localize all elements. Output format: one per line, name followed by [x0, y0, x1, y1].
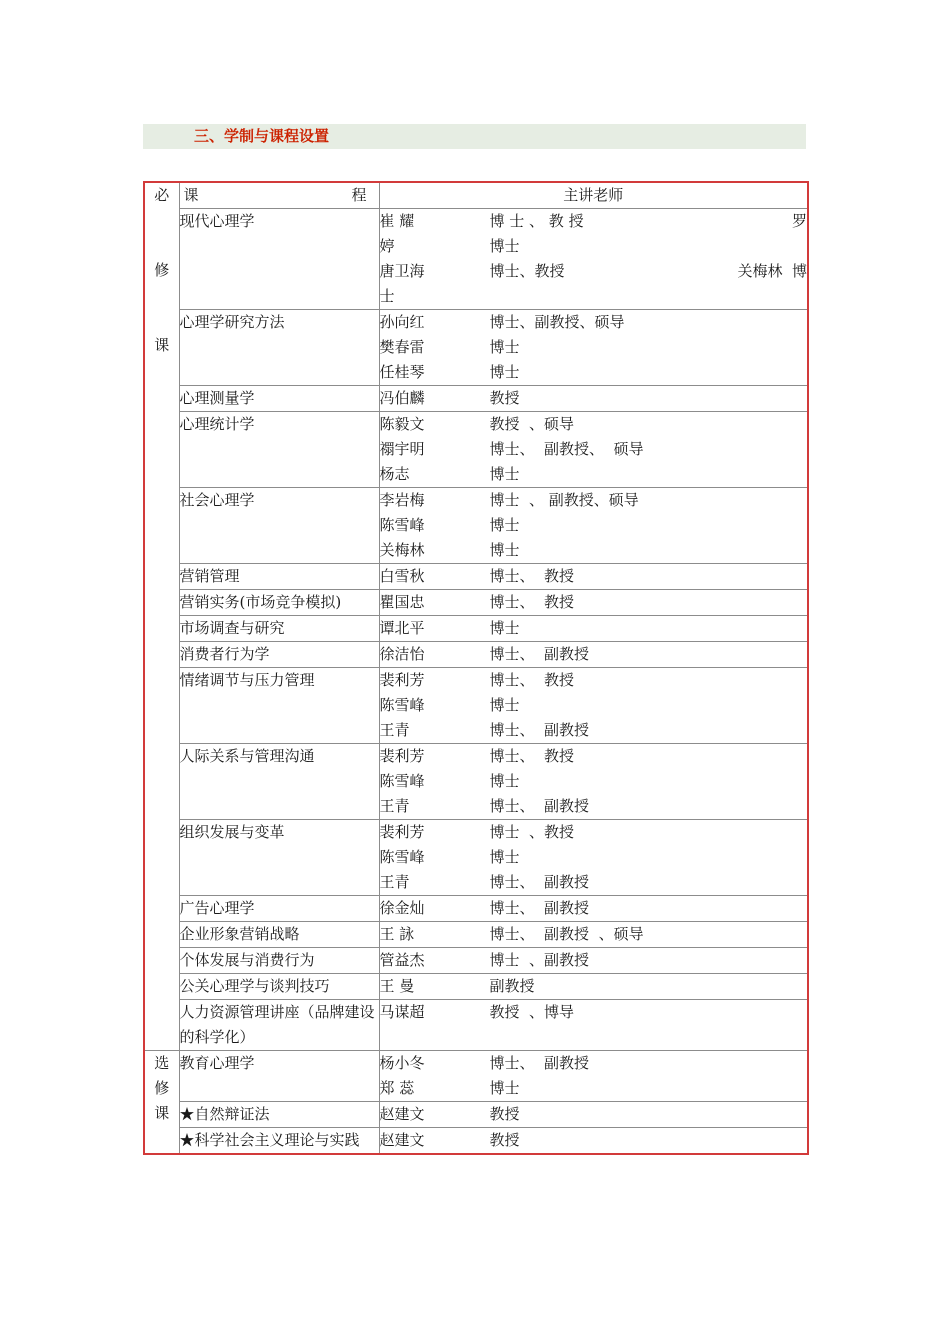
- header-teacher-cell: [379, 182, 808, 209]
- table-row: [144, 1128, 808, 1155]
- teacher-title: 博士: [489, 541, 520, 559]
- teacher-title: 博士、 教授: [489, 671, 575, 689]
- teacher-title: 博士: [489, 338, 520, 356]
- teacher-title: 博士、 教授: [489, 593, 575, 611]
- teacher-name: 管益杰: [379, 951, 425, 969]
- table-row: [144, 616, 808, 642]
- course-name: 心理学研究方法: [179, 313, 285, 331]
- teacher-extra: 关梅林 博: [737, 262, 807, 280]
- course-name-cell: [179, 820, 379, 896]
- teacher-title: 博士、 副教授: [489, 797, 590, 815]
- section-header-bar: [143, 124, 806, 149]
- teacher-name: 杨小冬: [379, 1054, 425, 1072]
- teacher-name: 冯伯麟: [379, 389, 425, 407]
- teacher-title: 博士: [489, 1079, 520, 1097]
- course-name: 个体发展与消费行为: [179, 951, 315, 969]
- teacher-title: 副教授: [489, 977, 535, 995]
- table-row: [144, 1102, 808, 1128]
- teachers-cell: [379, 1128, 808, 1155]
- teachers-cell: [379, 896, 808, 922]
- teacher-line: [380, 820, 808, 845]
- teacher-line: [380, 259, 808, 284]
- teacher-name: 婷: [379, 237, 395, 255]
- course-name-cell: [179, 948, 379, 974]
- course-name: 企业形象营销战略: [179, 925, 300, 943]
- teacher-title: 博 士 、 教 授: [489, 212, 584, 230]
- teacher-name: 孙向红: [379, 313, 425, 331]
- course-name-cell: [179, 590, 379, 616]
- teacher-title: 教授: [489, 1131, 520, 1149]
- course-name-cell: [179, 642, 379, 668]
- teacher-title: 博士、 副教授: [489, 645, 590, 663]
- table-row: [144, 896, 808, 922]
- teacher-title: 博士、 教授: [489, 567, 575, 585]
- teacher-line: [380, 360, 808, 385]
- elective-label-char: 修: [154, 1079, 170, 1097]
- table-row: [144, 668, 808, 744]
- header-course-cell: [179, 182, 379, 209]
- course-name: 心理测量学: [179, 389, 255, 407]
- teacher-title: 博士 、 副教授、硕导: [489, 491, 639, 509]
- course-name-cell: [179, 1102, 379, 1128]
- elective-label-char: 课: [154, 1104, 170, 1122]
- teachers-cell: [379, 1000, 808, 1051]
- table-row: [144, 744, 808, 820]
- teacher-name: 赵建文: [379, 1131, 425, 1149]
- teachers-cell: [379, 310, 808, 386]
- teacher-line: [380, 538, 808, 563]
- teacher-name: 徐洁怡: [379, 645, 425, 663]
- header-course-char-1: 课: [183, 186, 199, 204]
- teacher-name: 瞿国忠: [379, 593, 425, 611]
- course-name: 广告心理学: [179, 899, 255, 917]
- required-label-char: 修: [154, 261, 170, 279]
- teacher-name: 李岩梅: [379, 491, 425, 509]
- teacher-title: 教授 、博导: [489, 1003, 575, 1021]
- required-label-char: 必: [154, 186, 170, 204]
- teacher-line: [380, 948, 808, 973]
- teacher-name: 王 曼: [379, 977, 415, 995]
- teacher-name: 王青: [379, 873, 410, 891]
- required-label-char: 课: [154, 336, 170, 354]
- teacher-name: 崔 耀: [379, 212, 415, 230]
- teacher-name: 陈雪峰: [379, 696, 425, 714]
- teacher-name: 关梅林: [379, 541, 425, 559]
- teacher-name: 马谋超: [379, 1003, 425, 1021]
- teacher-title: 博士: [489, 696, 520, 714]
- teacher-line: [380, 335, 808, 360]
- teacher-name: 王青: [379, 721, 410, 739]
- teacher-title: 博士: [489, 619, 520, 637]
- course-table: [143, 181, 809, 1155]
- teachers-cell: [379, 488, 808, 564]
- course-name: 消费者行为学: [179, 645, 270, 663]
- teachers-cell: [379, 974, 808, 1000]
- course-name: 人力资源管理讲座（品牌建设的科学化）: [179, 1003, 375, 1046]
- teacher-name: 白雪秋: [379, 567, 425, 585]
- table-row: [144, 412, 808, 488]
- teacher-title: 博士: [489, 516, 520, 534]
- course-name: 现代心理学: [179, 212, 255, 230]
- teacher-name: 任桂琴: [379, 363, 425, 381]
- teacher-line: [380, 564, 808, 589]
- course-name-cell: [179, 896, 379, 922]
- teacher-name: 谭北平: [379, 619, 425, 637]
- table-row: [144, 1051, 808, 1102]
- teacher-line: [380, 693, 808, 718]
- header-course-char-2: 程: [351, 186, 367, 204]
- teacher-line: [380, 209, 808, 234]
- teachers-cell: [379, 820, 808, 896]
- course-name-cell: [179, 616, 379, 642]
- elective-category-cell: [144, 1051, 179, 1155]
- teacher-title: [490, 284, 808, 309]
- teacher-line: [380, 284, 808, 309]
- teachers-cell: [379, 1102, 808, 1128]
- teacher-title: 博士、 副教授 、硕导: [489, 925, 644, 943]
- teacher-title: 博士: [489, 237, 520, 255]
- teacher-name: 王 詠: [379, 925, 415, 943]
- header-teacher-label: 主讲老师: [563, 186, 624, 204]
- teacher-line: [380, 718, 808, 743]
- course-name-cell: [179, 1000, 379, 1051]
- course-name: 情绪调节与压力管理: [179, 671, 315, 689]
- teacher-title: 博士: [489, 848, 520, 866]
- teachers-cell: [379, 590, 808, 616]
- teacher-line: [380, 794, 808, 819]
- teacher-name: 裴利芳: [379, 823, 425, 841]
- course-name: 心理统计学: [179, 415, 255, 433]
- course-name-cell: [179, 488, 379, 564]
- table-row: [144, 564, 808, 590]
- course-name: ★科学社会主义理论与实践: [179, 1131, 360, 1149]
- table-row: [144, 386, 808, 412]
- teacher-line: [380, 234, 808, 259]
- teacher-line: [380, 462, 808, 487]
- teacher-name: 王青: [379, 797, 410, 815]
- teacher-line: [380, 616, 808, 641]
- teacher-title: 博士 、副教授: [489, 951, 590, 969]
- teacher-line: [380, 590, 808, 615]
- course-name-cell: [179, 1128, 379, 1155]
- teacher-line: [380, 1051, 808, 1076]
- teachers-cell: [379, 209, 808, 310]
- teacher-name: 杨志: [379, 465, 410, 483]
- table-row: [144, 1000, 808, 1051]
- course-name: ★自然辩证法: [179, 1105, 270, 1123]
- teacher-title: 博士、教授: [489, 262, 565, 280]
- teacher-title: 教授 、硕导: [489, 415, 575, 433]
- teacher-title: 博士: [489, 363, 520, 381]
- teacher-line: [380, 488, 808, 513]
- teacher-line: [380, 769, 808, 794]
- teacher-line: [380, 513, 808, 538]
- course-name-cell: [179, 744, 379, 820]
- teacher-line: [380, 437, 808, 462]
- teacher-name: 陈雪峰: [379, 848, 425, 866]
- teacher-line: [380, 642, 808, 667]
- teacher-title: 博士: [489, 772, 520, 790]
- teachers-cell: [379, 948, 808, 974]
- teachers-cell: [379, 412, 808, 488]
- table-row: [144, 922, 808, 948]
- course-name-cell: [179, 310, 379, 386]
- course-name-cell: [179, 668, 379, 744]
- teacher-line: [380, 1102, 808, 1127]
- teacher-line: [380, 870, 808, 895]
- teacher-line: [380, 974, 808, 999]
- course-name-cell: [179, 564, 379, 590]
- teachers-cell: [379, 744, 808, 820]
- course-name: 营销实务(市场竞争模拟): [179, 593, 342, 611]
- teacher-title: 博士、 教授: [489, 747, 575, 765]
- table-row: [144, 590, 808, 616]
- teacher-title: 博士: [489, 465, 520, 483]
- teacher-name: 唐卫海: [379, 262, 425, 280]
- teachers-cell: [379, 386, 808, 412]
- teacher-name: 裴利芳: [379, 671, 425, 689]
- teachers-cell: [379, 1051, 808, 1102]
- course-name-cell: [179, 974, 379, 1000]
- teacher-line: [380, 896, 808, 921]
- teacher-line: [380, 412, 808, 437]
- teachers-cell: [379, 922, 808, 948]
- teacher-name: 陈雪峰: [379, 516, 425, 534]
- teacher-name: 陈雪峰: [379, 772, 425, 790]
- teacher-line: [380, 1000, 808, 1025]
- teacher-line: [380, 1076, 808, 1101]
- table-row: [144, 310, 808, 386]
- course-name: 公关心理学与谈判技巧: [179, 977, 330, 995]
- course-name: 市场调查与研究: [179, 619, 285, 637]
- teachers-cell: [379, 564, 808, 590]
- course-name-cell: [179, 412, 379, 488]
- table-header-row: [144, 182, 808, 209]
- table-row: [144, 209, 808, 310]
- teacher-line: [380, 845, 808, 870]
- teacher-title: 博士、副教授、硕导: [489, 313, 625, 331]
- teacher-line: [380, 310, 808, 335]
- course-name-cell: [179, 922, 379, 948]
- course-name-cell: [179, 386, 379, 412]
- teacher-name: 士: [379, 287, 395, 305]
- teachers-cell: [379, 616, 808, 642]
- table-row: [144, 642, 808, 668]
- teacher-title: 博士、 副教授: [489, 721, 590, 739]
- teachers-cell: [379, 642, 808, 668]
- teacher-name: 赵建文: [379, 1105, 425, 1123]
- teacher-line: [380, 744, 808, 769]
- teacher-name: 禤宇明: [379, 440, 425, 458]
- teacher-title: 博士、 副教授: [489, 899, 590, 917]
- teacher-name: 郑 蕊: [379, 1079, 415, 1097]
- teacher-line: [380, 386, 808, 411]
- course-name-cell: [179, 1051, 379, 1102]
- course-name: 社会心理学: [179, 491, 255, 509]
- course-name: 教育心理学: [179, 1054, 255, 1072]
- teacher-line: [380, 1128, 808, 1153]
- teacher-extra: 罗: [791, 212, 807, 230]
- table-row: [144, 488, 808, 564]
- teacher-name: 裴利芳: [379, 747, 425, 765]
- teacher-name: 樊春雷: [379, 338, 425, 356]
- course-name: 组织发展与变革: [179, 823, 285, 841]
- course-name: 人际关系与管理沟通: [179, 747, 315, 765]
- table-row: [144, 948, 808, 974]
- teacher-title: 教授: [489, 1105, 520, 1123]
- section-title: 三、学制与课程设置: [194, 127, 330, 145]
- course-name: 营销管理: [179, 567, 240, 585]
- required-category-cell: [144, 182, 179, 1051]
- table-row: [144, 974, 808, 1000]
- teachers-cell: [379, 668, 808, 744]
- teacher-title: 博士 、教授: [489, 823, 575, 841]
- table-row: [144, 820, 808, 896]
- teacher-name: 陈毅文: [379, 415, 425, 433]
- teacher-name: 徐金灿: [379, 899, 425, 917]
- elective-label-char: 选: [154, 1054, 170, 1072]
- teacher-title: 教授: [489, 389, 520, 407]
- teacher-title: 博士、 副教授: [489, 873, 590, 891]
- course-name-cell: [179, 209, 379, 310]
- teacher-line: [380, 922, 808, 947]
- teacher-title: 博士、 副教授: [489, 1054, 590, 1072]
- teacher-line: [380, 668, 808, 693]
- teacher-title: 博士、 副教授、 硕导: [489, 440, 644, 458]
